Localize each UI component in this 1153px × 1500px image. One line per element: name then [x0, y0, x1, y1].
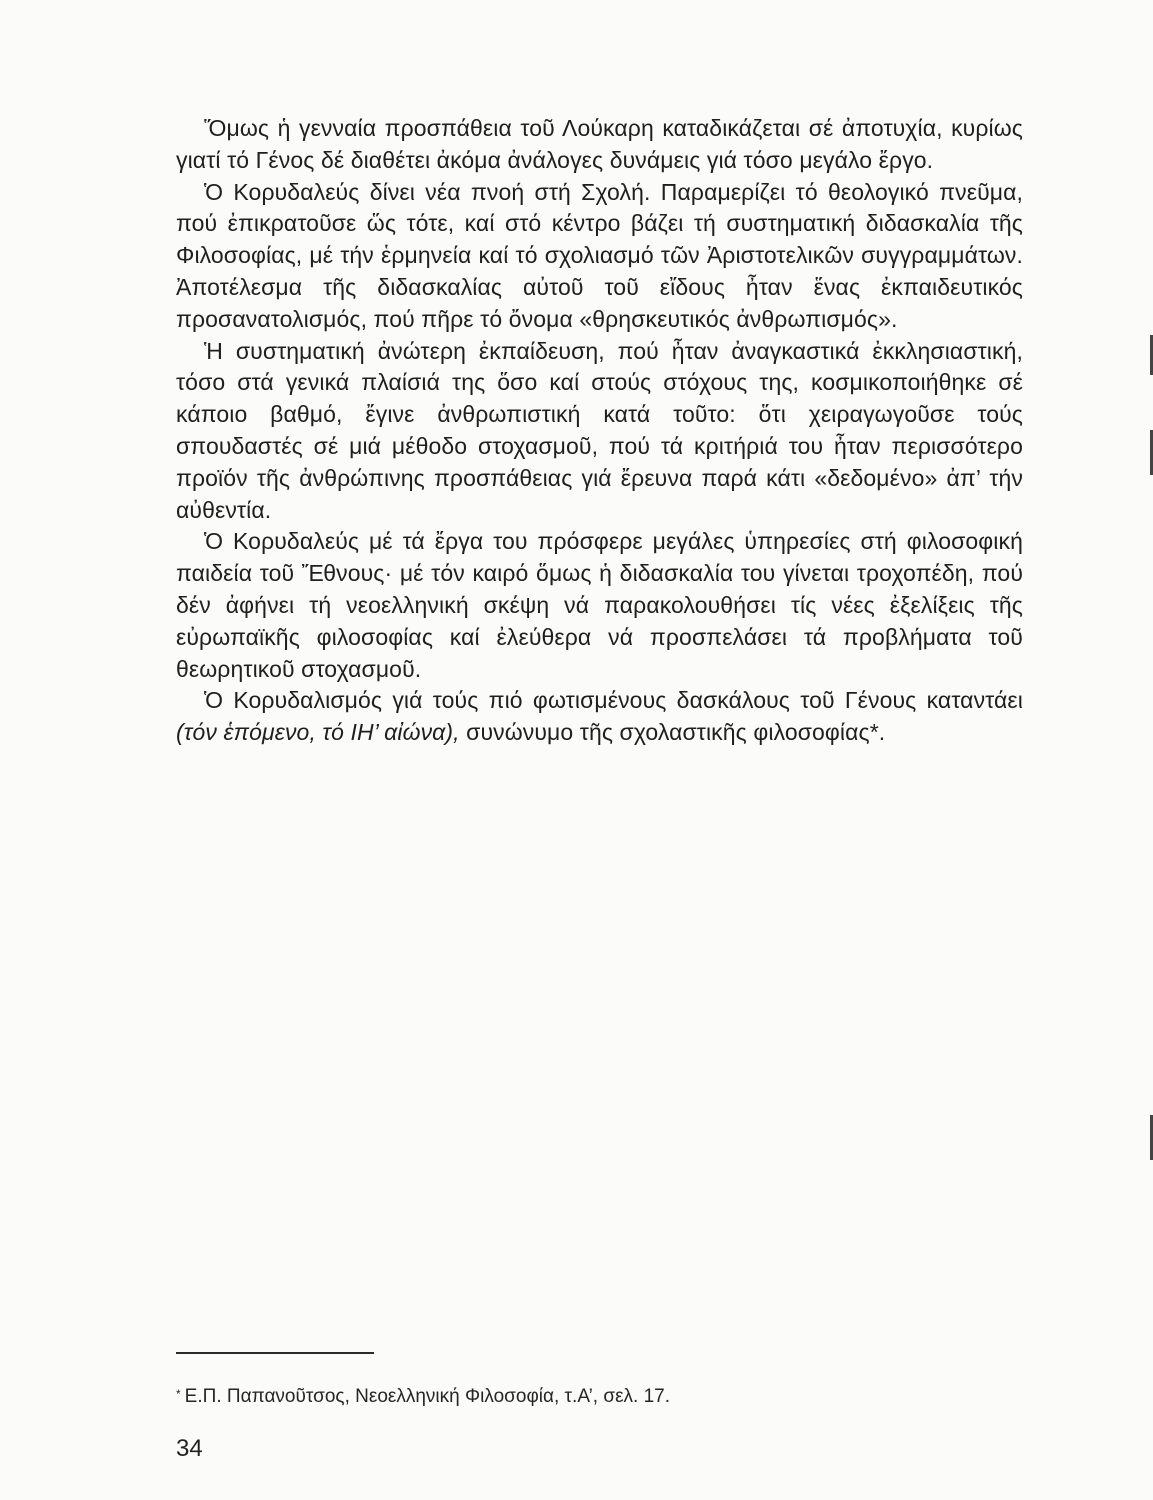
paragraph-3: Ἡ συστηματική ἀνώτερη ἐκπαίδευση, πού ἦταν ἀναγκαστικά ἐκκλησιαστική, τόσο στά γενικά πλαίσιά της ὅσο καί στούς στόχους της, κοσμικοποιήθηκε σέ κάποιο βαθμό, ἔγινε ἀνθρωπιστική κατά τοῦτο: ὅτι χειραγωγοῦσε τούς σπουδαστές σέ μιά μέθοδο στοχασμοῦ, πού τά κριτήριά του ἦταν περισσότερο προϊόν τῆς ἀνθρώπινης προσπάθειας γιά ἔρευνα παρά κάτι «δεδομένο» ἀπ’ τήν αὐθεντία.: [176, 337, 1023, 523]
footnote-text: Ε.Π. Παπανοῦτσος, Νεοελληνική Φιλοσοφία, τ.Α’, σελ. 17.: [184, 1386, 671, 1407]
footnote-marker: *: [176, 1387, 181, 1401]
page-number: 34: [176, 1435, 203, 1462]
main-text-block: [176, 113, 1023, 749]
footnote-divider: [176, 1352, 374, 1354]
paragraph-1: Ὅμως ἡ γενναία προσπάθεια τοῦ Λούκαρη καταδικάζεται σέ ἀποτυχία, κυρίως γιατί τό Γένος δέ διαθέτει ἀκόμα ἀνάλογες δυνάμεις γιά τόσο μεγάλο ἔργο.: [176, 115, 1023, 173]
paragraph-5-italic: (τόν ἑπόμενο, τό ΙΗ’ αἰώνα),: [176, 719, 460, 746]
paragraph-5: [176, 685, 1023, 749]
paragraph-4: Ὁ Κορυδαλεύς μέ τά ἔργα του πρόσφερε μεγάλες ὑπηρεσίες στή φιλοσοφική παιδεία τοῦ Ἔθνους· μέ τόν καιρό ὅμως ἡ διδασκαλία του γίνεται τροχοπέδη, πού δέν ἀφήνει τή νεοελληνική σκέψη νά παρακολουθήσει τίς νέες ἐξελίξεις τῆς εὐρωπαϊκῆς φιλοσοφίας καί ἐλεύθερα νά προσπελάσει τά προβλήματα τοῦ θεωρητικοῦ στοχασμοῦ.: [176, 528, 1023, 682]
paragraph-5-end: συνώνυμο τῆς σχολαστικῆς φιλοσοφίας*.: [459, 719, 886, 746]
paragraph-2: Ὁ Κορυδαλεύς δίνει νέα πνοή στή Σχολή. Παραμερίζει τό θεολογικό πνεῦμα, πού ἐπικρατοῦσε ὥς τότε, καί στό κέντρο βάζει τή συστηματική διδασκαλία τῆς Φιλοσοφίας, μέ τήν ἑρμηνεία καί τό σχολιασμό τῶν Ἀριστοτελικῶν συγγραμμάτων. Ἀποτέλεσμα τῆς διδασκαλίας αὐτοῦ τοῦ εἴδους ἦταν ἕνας ἐκπαιδευτικός προσανατολισμός, πού πῆρε τό ὄνομα «θρησκευτικός ἀνθρωπισμός».: [176, 178, 1023, 332]
footnote: [176, 1381, 670, 1410]
paragraph-5-start: Ὁ Κορυδαλισμός γιά τούς πιό φωτισμένους δασκάλους τοῦ Γένους καταντάει: [204, 687, 1023, 714]
